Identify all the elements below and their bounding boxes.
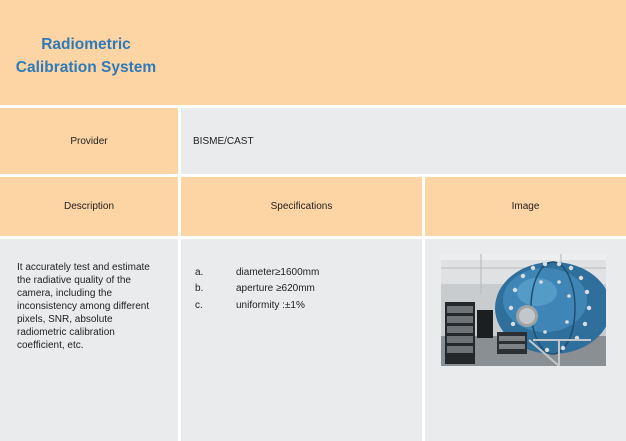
spec-letter: a. [195, 266, 204, 278]
spec-text: aperture ≥620mm [236, 283, 315, 295]
specifications-body [181, 239, 422, 441]
spec-item [181, 297, 422, 314]
provider-label-cell [0, 108, 178, 174]
description-header-label: Description [63, 201, 115, 212]
provider-label: Provider [70, 135, 108, 147]
spec-text: diameter≥1600mm [236, 266, 320, 278]
page-title: Radiometric Calibration System [15, 36, 157, 76]
description-body [0, 239, 178, 441]
image-header-label: Image [511, 201, 540, 212]
integrating-sphere-photo [441, 254, 606, 366]
provider-value: BISME/CAST [193, 135, 254, 147]
spec-text: uniformity :±1% [236, 299, 305, 311]
spec-item [181, 264, 422, 281]
image-body [425, 239, 626, 441]
specifications-header [181, 177, 422, 236]
spec-letter: c. [195, 299, 203, 311]
description-text: It accurately test and estimate the radiative quality of the camera, including the inconsistency among different pixels, SNR, absolute radiometric calibration coefficient, etc. [17, 262, 150, 351]
specifications-header-label: Specifications [270, 201, 333, 212]
provider-value-cell [181, 108, 626, 174]
title-cell [0, 0, 626, 105]
description-header [0, 177, 178, 236]
spec-letter: b. [195, 283, 204, 295]
image-header [425, 177, 626, 236]
spec-item [181, 281, 422, 298]
